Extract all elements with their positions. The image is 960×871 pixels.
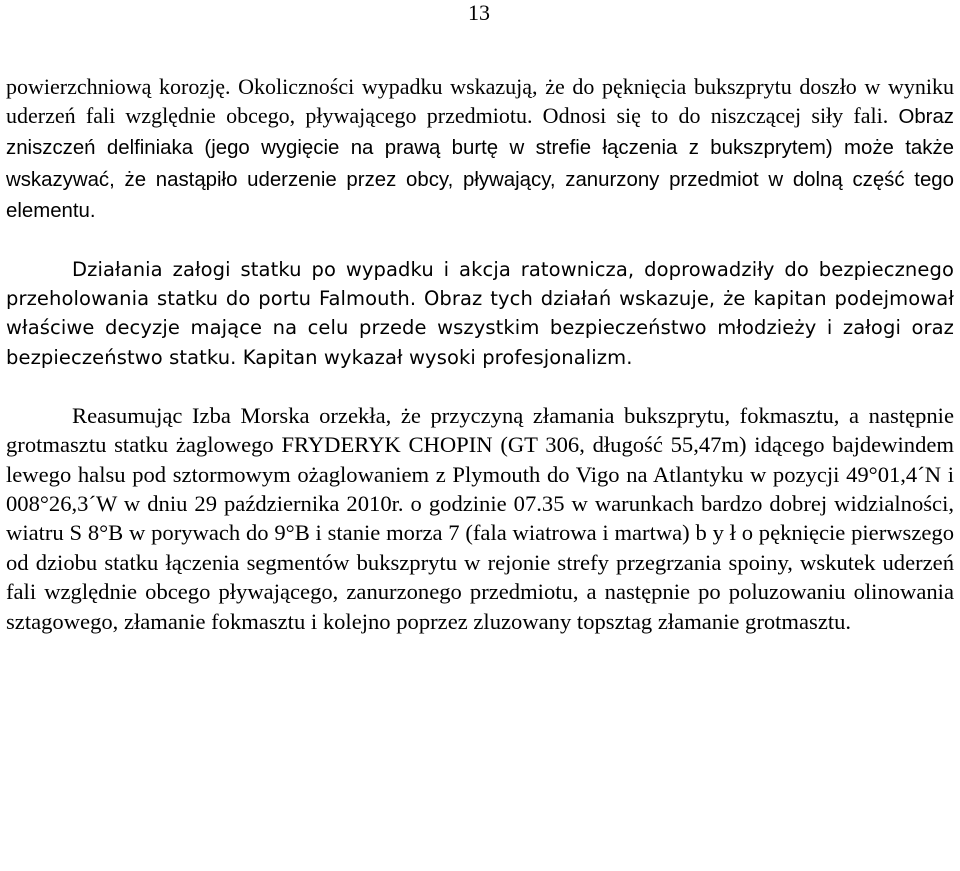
paragraph-text-sans: Obraz zniszczeń delfiniaka (jego wygięcie na prawą burtę w strefie łączenia z bukszprytem) może także wskazywać, że nastąpiło uderzenie przez obcy, pływający, zanurzony przedmiot w dolną część tego elementu. [6,106,954,222]
document-body [6,72,954,636]
paragraph-verdict [6,401,954,636]
paragraph-text-serif: powierzchniową korozję. Okoliczności wypadku wskazują, że do pęknięcia bukszprytu doszło w wyniku uderzeń fali względnie obcego, pływającego przedmiotu. Odnosi się to do niszczącej siły fali. [6,74,954,129]
paragraph-accident-circumstances [6,72,954,226]
paragraph-text: Reasumując Izba Morska orzekła, że przyczyną złamania bukszprytu, fokmasztu, a następnie grotmasztu statku żaglowego FRYDERYK CHOPIN (GT 306, długość 55,47m) idącego bajdewindem lewego halsu pod sztormowym ożaglowaniem z Plymouth do Vigo na Atlantyku w pozycji 49°01,4´N i 008°26,3´W w dniu 29 października 2010r. o godzinie 07.35 w warunkach bardzo dobrej widzialności, wiatru S 8°B w porywach do 9°B i stanie morza 7 (fala wiatrowa i martwa) b y ł o pęknięcie pierwszego od dziobu statku łączenia segmentów bukszprytu w rejonie strefy przegrzania spoiny, wskutek uderzeń fali względnie obcego pływającego, zanurzonego przedmiotu, a następnie po poluzowaniu olinowania sztagowego, złamanie fokmasztu i kolejno poprzez zluzowany topsztag złamanie grotmasztu. [6,402,954,634]
page-number: 13 [468,0,490,25]
paragraph-crew-actions [6,255,954,372]
paragraph-text: Działania załogi statku po wypadku i akcja ratownicza, doprowadziły do bezpiecznego przeholowania statku do portu Falmouth. Obraz tych działań wskazuje, że kapitan podejmował właściwe decyzje mające na celu przede wszystkim bezpieczeństwo młodzieży i załogi oraz bezpieczeństwo statku. Kapitan wykazał wysoki profesjonalizm. [6,258,954,369]
